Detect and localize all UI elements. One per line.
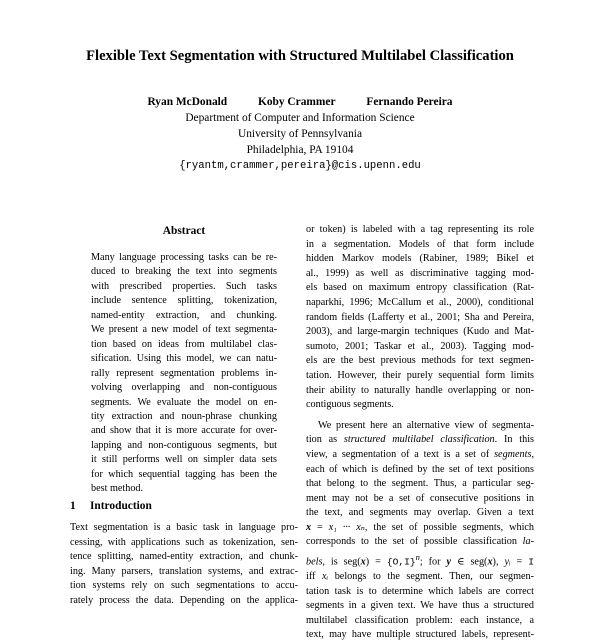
- body-line: ment may not be a set of consecutive positions in: [306, 492, 534, 504]
- author-name: Koby Crammer: [258, 96, 336, 108]
- abstract-line: sification. Using this model, we can natu-: [91, 353, 277, 365]
- body-line: tion as structured multilabel classification. In this: [306, 434, 534, 446]
- paragraph: [306, 223, 534, 413]
- section-heading: [70, 500, 152, 512]
- body-line: corresponds to the set of possible classification la-: [306, 536, 534, 548]
- abstract-line: Many language processing tasks can be re-: [91, 252, 277, 263]
- university: University of Pennsylvania: [237, 128, 362, 140]
- abstract-line: rally represent segmentation problems in-: [91, 367, 277, 379]
- body-line: Text segmentation is a basic task in language pro-: [70, 522, 298, 533]
- abstract-line: with prescribed properties. Such tasks: [91, 280, 277, 292]
- body-line: sumoto, 2001; Taskar et al., 2003). Tagging mod-: [306, 340, 534, 352]
- body-line: x = x₁ ··· xₙ, the set of possible segments, which: [306, 521, 535, 533]
- body-line: els based on maximum entropy classification (Rat-: [306, 282, 534, 294]
- body-line: multilabel classification problem: each instance, a: [306, 614, 534, 626]
- body-line: that belong to the segment. Thus, a particular seg-: [306, 478, 534, 490]
- body-line: tation. However, their purely sequential form limits: [306, 369, 534, 381]
- abstract-line: and show that it is more accurate for over-: [91, 425, 277, 437]
- paper-title: Flexible Text Segmentation with Structured Multilabel Classification: [86, 48, 514, 64]
- abstract-body: [91, 251, 277, 497]
- body-line: iff xᵢ belongs to the segment. Then, our segmen-: [306, 571, 534, 583]
- abstract-line: for which sequential tagging has been the: [91, 468, 277, 480]
- abstract-line: named-entity extraction, and chunking.: [91, 309, 277, 321]
- body-line: hidden Markov models (Rabiner, 1989; Bikel et: [306, 253, 534, 265]
- body-line: tation task is to determine which labels are correct: [306, 585, 534, 597]
- body-line: bels, is $seg(x) = \{O,I\}^n$; for y ∈ seg(x), yᵢ = I: [306, 552, 535, 568]
- body-line: segments in a given text. We have thus a structured: [306, 600, 534, 612]
- author-name: Fernando Pereira: [366, 96, 453, 108]
- abstract-line: best method.: [91, 483, 144, 495]
- email-address: {ryantm,crammer,pereira}@cis.upenn.edu: [179, 160, 421, 172]
- body-line: els are the best previous methods for text segmen-: [306, 355, 534, 367]
- body-line: 2003), and large-margin techniques (Kudo and Mat-: [306, 326, 534, 338]
- body-line: contiguous segments.: [306, 399, 394, 411]
- abstract-line: it still performs well on simpler data sets: [91, 454, 277, 466]
- body-line: view, a segmentation of a text is a set of segments,: [306, 448, 534, 460]
- abstract-line: lapping and non-contiguous segments, but: [91, 439, 277, 451]
- body-line: tion systems rely on such segmentations to accu-: [70, 580, 298, 592]
- author-list: [0, 96, 600, 108]
- body-line: each of which is defined by the set of text positions: [306, 463, 534, 475]
- abstract-line: include sentence splitting, tokenization,: [91, 295, 277, 307]
- body-line: tence splitting, named-entity extraction, and chunk-: [70, 551, 298, 563]
- body-line: random fields (Lafferty et al., 2001; Sha and Pereira,: [306, 311, 534, 323]
- body-line: cessing, with applications such as tokenization, sen-: [70, 536, 298, 548]
- body-line: ing. Many parsers, translation systems, and extrac-: [70, 565, 298, 577]
- abstract-line: segments. We evaluate the model on en-: [91, 396, 277, 408]
- abstract-line: We present a new model of text segmenta-: [91, 324, 277, 336]
- paragraph: [306, 419, 534, 643]
- abstract-line: tion based on ideas from multilabel clas-: [91, 338, 277, 350]
- city: Philadelphia, PA 19104: [246, 144, 354, 156]
- body-line: their ability to naturally handle overlapping or non-: [306, 384, 534, 396]
- author-name: Ryan McDonald: [147, 96, 228, 108]
- abstract-line: volving overlapping and non-contiguous: [91, 382, 277, 394]
- right-column: [306, 223, 534, 643]
- body-line: naparkhi, 1996; McCallum et al., 2000), conditional: [306, 296, 534, 308]
- body-line: in a segmentation. Models of that form include: [306, 238, 534, 250]
- abstract-line: duced to breaking the text into segments: [91, 266, 277, 278]
- body-line: al., 1999) as well as discriminative tagging mod-: [306, 267, 534, 279]
- section-number: 1: [70, 500, 76, 512]
- introduction-body: [70, 521, 298, 609]
- body-line: text, may have multiple structured labels, represent-: [306, 629, 534, 641]
- body-line: We present here an alternative view of segmenta-: [318, 419, 534, 431]
- abstract-heading: Abstract: [162, 225, 206, 237]
- body-line: rately process the data. Depending on the applica-: [70, 594, 298, 606]
- body-line: or token) is labeled with a tag representing its role: [306, 224, 534, 235]
- body-line: the text, and segments may overlap. Given a text: [306, 507, 534, 519]
- department: Department of Computer and Information Science: [185, 112, 415, 124]
- abstract-line: tity extraction and noun-phrase chunking: [91, 410, 277, 422]
- section-title: Introduction: [90, 500, 152, 512]
- affiliation-block: [0, 110, 600, 174]
